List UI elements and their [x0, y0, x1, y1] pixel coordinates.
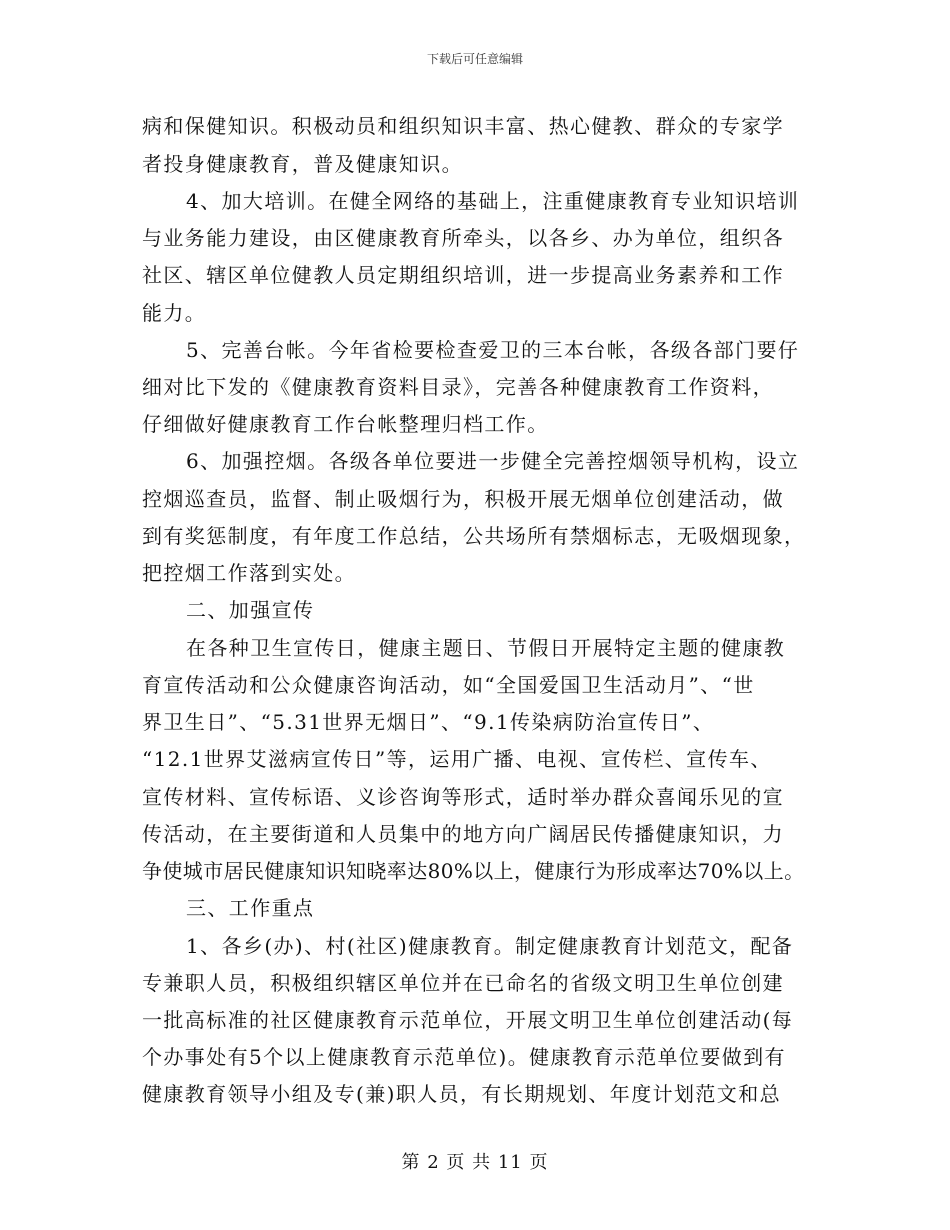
text-line: 病和保健知识。积极动员和组织知识丰富、热心健教、群众的专家学 [142, 114, 784, 138]
text-line: 一批高标准的社区健康教育示范单位，开展文明卫生单位创建活动(每 [142, 1008, 794, 1032]
text-line: 仔细做好健康教育工作台帐整理归档工作。 [142, 412, 549, 436]
text-line: 专兼职人员，积极组织辖区单位并在已命名的省级文明卫生单位创建 [142, 971, 784, 995]
text-line: 细对比下发的《健康教育资料目录》，完善各种健康教育工作资料， [142, 375, 774, 399]
text-line: 到有奖惩制度，有年度工作总结，公共场所有禁烟标志，无吸烟现象， [142, 524, 806, 548]
text-line: 个办事处有5个以上健康教育示范单位)。健康教育示范单位要做到有 [142, 1045, 786, 1069]
section-heading: 三、工作重点 [186, 896, 315, 920]
text-line: 界卫生日”、“5.31世界无烟日”、“9.1传染病防治宣传日”、 [142, 710, 715, 734]
page-header: 下载后可任意编辑 [426, 52, 523, 66]
text-line: 5、完善台帐。今年省检要检查爱卫的三本台帐，各级各部门要仔 [186, 338, 800, 362]
text-line: 把控烟工作落到实处。 [142, 561, 356, 585]
text-line: 6、加强控烟。各级各单位要进一步健全完善控烟领导机构，设立 [186, 449, 800, 473]
text-line: 4、加大培训。在健全网络的基础上，注重健康教育专业知识培训 [186, 189, 800, 213]
text-line: 育宣传活动和公众健康咨询活动，如“全国爱国卫生活动月”、“世 [142, 673, 755, 697]
text-line: 1、各乡(办)、村(社区)健康教育。制定健康教育计划范文，配备 [186, 934, 794, 958]
text-line: 健康教育领导小组及专(兼)职人员，有长期规划、年度计划范文和总 [142, 1082, 782, 1106]
text-line: 宣传材料、宣传标语、义诊咨询等形式，适时举办群众喜闻乐见的宣 [142, 785, 784, 809]
text-line: 争使城市居民健康知识知晓率达80%以上，健康行为形成率达70%以上。 [142, 859, 805, 883]
text-line: 在各种卫生宣传日，健康主题日、节假日开展特定主题的健康教 [186, 636, 786, 660]
text-line: 控烟巡查员，监督、制止吸烟行为，积极开展无烟单位创建活动，做 [142, 487, 784, 511]
text-line: 能力。 [142, 301, 207, 325]
page-number: 第 2 页 共 11 页 [401, 1152, 549, 1173]
text-line: 者投身健康教育，普及健康知识。 [142, 152, 463, 176]
text-line: 社区、辖区单位健教人员定期组织培训，进一步提高业务素养和工作 [142, 263, 784, 287]
text-line: “12.1世界艾滋病宣传日”等，运用广播、电视、宣传栏、宣传车、 [142, 747, 772, 771]
text-line: 与业务能力建设，由区健康教育所牵头，以各乡、办为单位，组织各 [142, 226, 784, 250]
text-line: 传活动，在主要街道和人员集中的地方向广阔居民传播健康知识，力 [142, 822, 784, 846]
section-heading: 二、加强宣传 [186, 598, 315, 622]
